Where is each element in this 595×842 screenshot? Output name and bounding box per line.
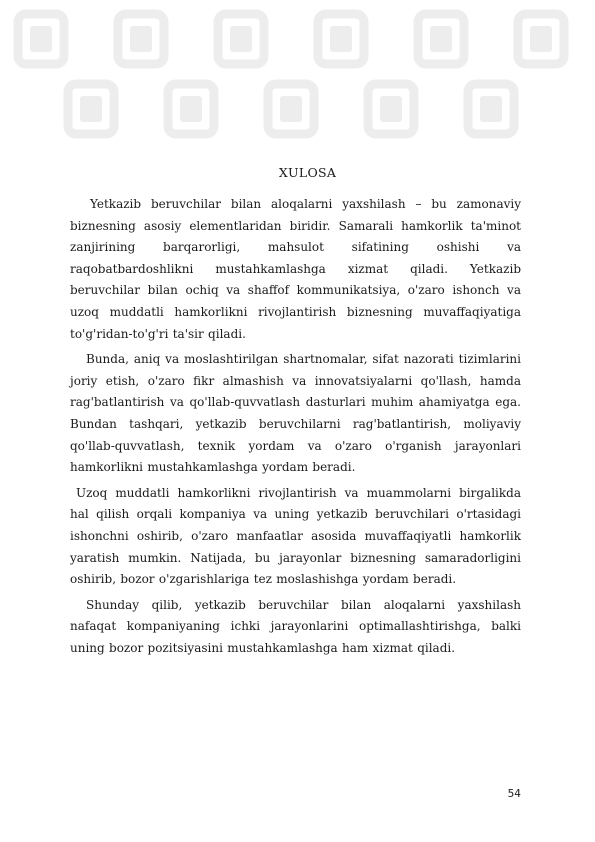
document-page xyxy=(70,160,521,663)
paragraph-3: Uzoq muddatli hamkorlikni rivojlantirish va muammolarni birgalikda hal qilish orqali kompaniya va uning yetkazib beruvchilari o'rtasidagi ishonchni oshirib, o'zaro manfaatlar asosida muvaffaqiyatli hamkorlik yaratish mumkin. Natijada, bu jarayonlar biznesning samaradorligini oshirib, bozor o'zgarishlariga tez moslashishga yordam beradi. xyxy=(70,485,521,587)
paragraph-1: Yetkazib beruvchilar bilan aloqalarni yaxshilash – bu zamonaviy biznesning asosiy elementlaridan biridir. Samarali hamkorlik ta'minot zanjirining barqarorligi, mahsulot sifatining oshishi va raqobatbardoshlikni mustahkamlashga xizmat qiladi. Yetkazib beruvchilar bilan ochiq va shaffof kommunikatsiya, o'zaro ishonch va uzoq muddatli hamkorlikni rivojlantirish biznesning muvaffaqiyatiga to'g'ridan-to'g'ri ta'sir qiladi. xyxy=(70,197,521,341)
page-number: 54 xyxy=(507,788,521,800)
paragraph-4: Shunday qilib, yetkazib beruvchilar bilan aloqalarni yaxshilash nafaqat kompaniyaning ichki jarayonlarini optimallashtirishga, balki uning bozor pozitsiyasini mustahkamlashga ham xizmat qiladi. xyxy=(70,597,521,655)
paragraph-2: Bunda, aniq va moslashtirilgan shartnomalar, sifat nazorati tizimlarini joriy etish, o'zaro fikr almashish va innovatsiyalarni qo'llash, hamda rag'batlantirish va qo'llab-quvvatlash dasturlari muhim ahamiyatga ega. Bundan tashqari, yetkazib beruvchilarni rag'batlantirish, moliyaviy qo'llab-quvvatlash, texnik yordam va o'zaro o'rganish jarayonlari hamkorlikni mustahkamlashga yordam beradi. xyxy=(70,352,521,475)
page-title: XULOSA xyxy=(278,165,337,180)
